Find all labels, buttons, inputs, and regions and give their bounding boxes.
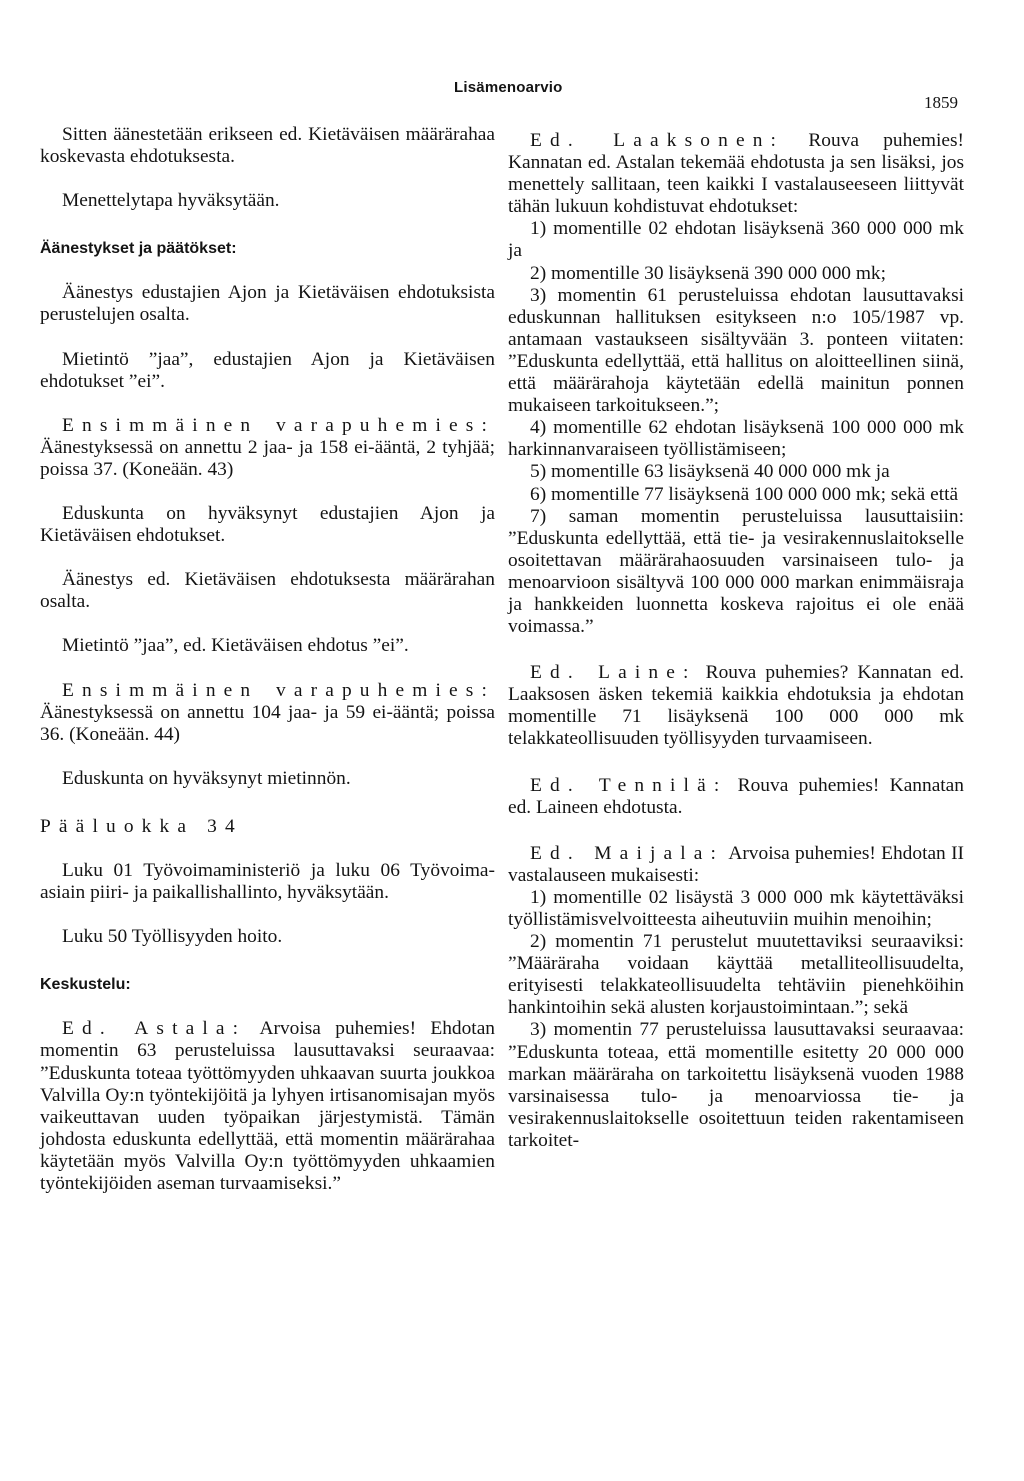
paragraph: Äänestys ed. Kietäväisen ehdotuksesta määrärahan osalta. [40,569,495,613]
speaker-name: Ed. Astala: [62,1018,247,1040]
speaker-name: Ed. Maijala: [530,842,725,864]
paragraph: Luku 50 Työllisyyden hoito. [62,926,283,948]
speech-paragraph [508,130,964,218]
paragraph-gap [508,819,964,843]
speech-text: Rouva puhemies? Kannatan ed. Laaksosen äsken tekemiä kaikkia ehdotuksia ja ehdotan momentille 71 lisäyksenä 100 000 000 mk telakkateollisuuden työllisyyden turvaamiseen. [508,662,964,750]
proposal-item: 3) momentin 61 perusteluissa ehdotan lausuttavaksi eduskunnan hallituksen esitykseen n:o 105/1987 vp. antamaan vastaukseen sisältyvään 3. ponteen viitaten: ”Eduskunta edellyttää, että hallitus on aloitteellinen siinä, että määrärahoja käytetään edellä mainitun ponnen mukaiseen tarkoitukseen.”; [508,284,964,417]
paragraph-gap [40,613,495,635]
page-number: 1859 [924,93,958,112]
paragraph: Mietintö ”jaa”, ed. Kietäväisen ehdotus ”ei”. [62,635,409,657]
speaker-name: Ed. Laaksonen: [530,130,785,151]
speech-text: Arvoisa puhemies! Ehdotan II vastalauseen mukaisesti: [508,842,964,886]
proposal-item: 6) momentille 77 lisäyksenä 100 000 000 mk; sekä että [530,483,959,505]
proposal-item: 7) saman momentin perusteluissa lausuttaisiin: ”Eduskunta edellyttää, että tie- ja vesirakennuslaitokselle osoitettavan määrärahaosuuden varsinaiseen tulo- ja menoarvioon sisältyvä 100 000 000 markan enimmäisraja ja hankkeiden luonnetta koskeva rajoitus ei ole enää voimassa.” [508,505,964,638]
speech-paragraph [508,662,964,750]
proposal-item: 2) momentille 30 lisäyksenä 390 000 000 mk; [530,262,886,284]
proposal-item: 3) momentin 77 perusteluissa lausuttavaksi seuraavaa: ”Eduskunta toteaa, että momentille esitetty 20 000 000 markan määräraha on tarkoitettu lisäyksenä vuoden 1988 varsinaisessa tulo- ja menoarviossa tie- ja vesirakennuslaitokselle osoitettuun teiden rakentamiseen tarkoitet- [508,1019,964,1151]
paragraph: Luku 01 Työvoimaministeriö ja luku 06 Työvoima-asiain piiri- ja paikallishallinto, hyväksytään. [40,859,495,904]
paragraph-gap [40,904,495,926]
proposal-item: 2) momentin 71 perustelut muutettaviksi seuraaviksi: ”Määräraha voidaan käyttää metalliteollisuudelta, erityisesti telakkateollisuudelta tehtäviin pienehköihin hankintoihin sekä alusten korjaustoimintaan.”; sekä [508,931,964,1019]
paragraph: Eduskunta on hyväksynyt edustajien Ajon ja Kietäväisen ehdotukset. [40,503,495,547]
proposal-item: 4) momentille 62 ehdotan lisäyksenä 100 000 000 mk harkinnanvaraiseen työllistämiseen; [508,417,964,461]
speech-paragraph [508,775,964,819]
speech-paragraph [40,680,495,746]
paragraph-gap [508,751,964,775]
paragraph-gap [40,658,495,680]
paragraph-gap [40,838,495,860]
paragraph-gap [40,393,495,415]
speech-text: Arvoisa puhemies! Ehdotan momentin 63 perusteluissa lausuttavaksi seuraavaa: ”Eduskunta toteaa työttömyyden uhkaavan suurta joukkoa Valvilla Oy:n työntekijöitä ja lyhyen irtisanomisajan myös vaikeuttavan uuden työpaikan järjestymistä. Tämän johdosta eduskunta edellyttää, että momentin määrärahaa käytetään myös Valvilla Oy:n työttömyyden uhkaamien työntekijöiden aseman turvaamiseksi.” [40,1018,496,1194]
proposal-item: 5) momentille 63 lisäyksenä 40 000 000 mk ja [530,461,890,483]
speaker-name: Ed. Tennilä: [530,774,728,796]
paragraph-gap [40,260,495,282]
speech-text: Äänestyksessä on annettu 2 jaa- ja 158 ei-ääntä, 2 tyhjää; poissa 37. (Koneään. 43) [40,436,495,480]
speech-paragraph [40,415,495,481]
paragraph: Äänestys edustajien Ajon ja Kietäväisen ehdotuksista perustelujen osalta. [40,282,495,326]
speaker-name: Ensimmäinen varapuhemies: [62,679,495,701]
paragraph-gap [40,212,495,238]
paragraph-gap [40,481,495,503]
paragraph: Mietintö ”jaa”, edustajien Ajon ja Kietäväisen ehdotukset ”ei”. [40,348,495,392]
paragraph-gap [40,948,495,974]
right-column [508,130,964,1152]
running-header: Lisämenoarvio [454,79,563,96]
chapter-heading: Pääluokka 34 [40,815,243,837]
speech-text: Rouva puhemies! Kannatan ed. Astalan tekemää ehdotusta ja sen lisäksi, jos menettely sallitaan, teen kaikki I vastalauseeseen liittyvät tähän lukuun kohdistuvat ehdotukset: [508,130,964,218]
speech-text: Äänestyksessä on annettu 104 jaa- ja 59 ei-ääntä; poissa 36. (Koneään. 44) [40,701,495,745]
speaker-name: Ensimmäinen varapuhemies: [62,414,495,436]
proposal-item: 1) momentille 02 lisäystä 3 000 000 mk käytettäväksi työllistämisvelvoitteesta aiheutuviin muihin menoihin; [508,886,964,930]
left-column [40,124,495,1195]
paragraph-gap [40,790,495,816]
paragraph-gap [40,996,495,1018]
speech-text: Rouva puhemies! Kannatan ed. Laineen ehdotusta. [508,774,964,818]
paragraph-gap [508,638,964,662]
section-heading: Keskustelu: [40,976,131,994]
speech-paragraph [508,843,964,887]
proposal-item: 1) momentille 02 ehdotan lisäyksenä 360 000 000 mk ja [508,218,964,262]
section-heading: Äänestykset ja päätökset: [40,240,237,258]
paragraph: Menettelytapa hyväksytään. [62,190,280,212]
paragraph-gap [40,547,495,569]
speaker-name: Ed. Laine: [530,662,697,684]
paragraph: Eduskunta on hyväksynyt mietinnön. [62,767,351,789]
paragraph-gap [40,746,495,768]
paragraph: Sitten äänestetään erikseen ed. Kietäväisen määrärahaa koskevasta ehdotuksesta. [40,124,495,168]
paragraph-gap [40,168,495,190]
paragraph-gap [40,327,495,349]
speech-paragraph [40,1018,495,1195]
